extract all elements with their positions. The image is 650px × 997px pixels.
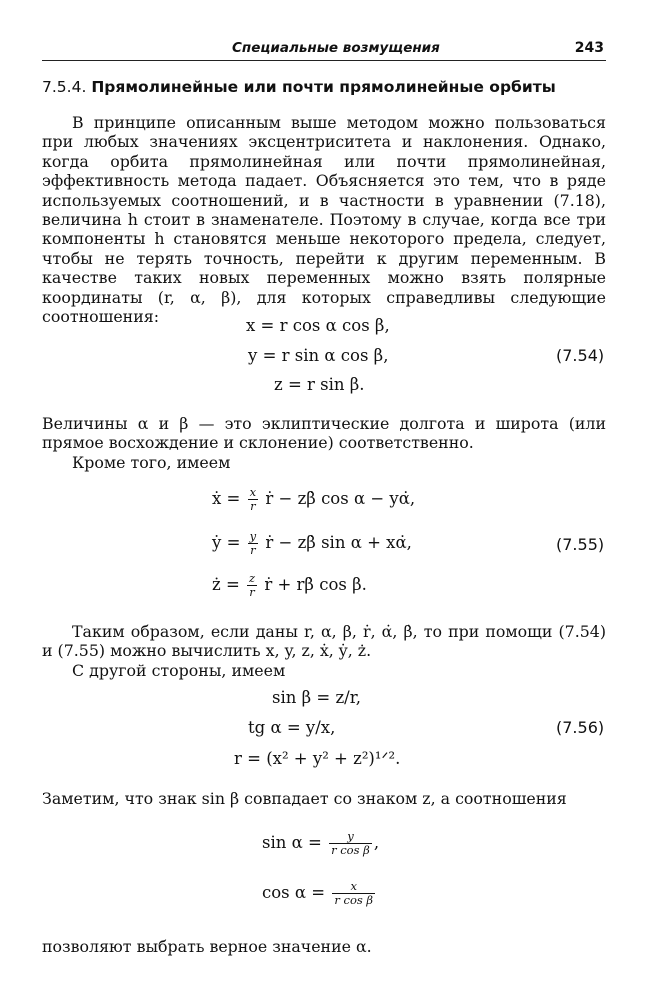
equation-7-56-line-2: tg α = y/x, <box>248 718 336 737</box>
section-title: Прямолинейные или почти прямолинейные орбиты <box>91 78 556 96</box>
equation-7-54-line-2: y = r sin α cos β, <box>248 346 389 365</box>
equation-7-55-line-1-lhs: ẋ = <box>212 489 241 508</box>
equation-7-55-line-1 <box>212 486 415 513</box>
equation-number-7-55: (7.55) <box>556 535 605 554</box>
running-header-title: Специальные возмущения <box>232 40 440 56</box>
equation-sin-alpha-tail: , <box>373 833 380 852</box>
fraction-denominator: r cos β <box>334 893 374 907</box>
equation-7-55-line-3-rest: ṙ + rβ̇ cos β. <box>264 575 367 594</box>
fraction-numerator: x <box>332 880 375 894</box>
page-number: 243 <box>574 40 604 56</box>
paragraph-4: Таким образом, если даны r, α, β, ṙ, α̇, β̇, то при помощи (7.54) и (7.55) можно вычислить x, y, z, ẋ, ẏ, ż. <box>42 622 606 661</box>
equation-7-55-line-2-lhs: ẏ = <box>212 533 241 552</box>
paragraph-2: Величины α и β — это эклиптические долгота и широта (или прямое восхождение и склонение) соответственно. <box>42 414 606 453</box>
fraction <box>329 830 372 857</box>
paragraph-3: Кроме того, имеем <box>72 453 231 472</box>
equation-sin-alpha-lhs: sin α = <box>262 833 322 852</box>
fraction-numerator: y <box>329 830 372 844</box>
equation-7-54-line-1: x = r cos α cos β, <box>246 316 390 335</box>
fraction <box>332 880 375 907</box>
equation-7-55-line-2 <box>212 530 412 557</box>
equation-7-56-line-1: sin β = z/r, <box>272 688 362 707</box>
paragraph-7: позволяют выбрать верное значение α. <box>42 937 372 956</box>
fraction-denominator: r <box>250 543 256 557</box>
fraction-numerator: x <box>249 485 257 499</box>
equation-sin-alpha <box>262 830 379 857</box>
equation-7-54-line-3: z = r sin β. <box>274 375 365 394</box>
equation-number-7-56: (7.56) <box>556 718 605 737</box>
equation-7-55-line-1-rest: ṙ − zβ̇ cos α − yα̇, <box>265 489 416 508</box>
fraction <box>248 530 259 557</box>
header-rule <box>42 60 606 61</box>
fraction-denominator: r <box>249 585 255 599</box>
equation-cos-alpha <box>262 880 377 907</box>
section-heading <box>42 78 556 96</box>
section-number: 7.5.4. <box>42 78 87 96</box>
paragraph-1: В принципе описанным выше методом можно пользоваться при любых значениях эксцентриситета и наклонения. Однако, когда орбита прямолинейная или почти прямолинейная, эффективность метода падает. Объясняется это тем, что в ряде используемых соотношений, и в частности в уравнении (7.18), величина h стоит в знаменателе. Поэтому в случае, когда все три компоненты h становятся меньше некоторого предела, следует, чтобы не терять точность, перейти к другим переменным. В качестве таких новых переменных можно взять полярные координаты (r, α, β), для которых справедливы следующие соотношения: <box>42 113 606 327</box>
fraction-denominator: r cos β <box>331 843 370 857</box>
fraction-numerator: z <box>249 571 256 585</box>
equation-7-55-line-3 <box>212 572 367 599</box>
equation-cos-alpha-lhs: cos α = <box>262 883 326 902</box>
running-header <box>42 38 606 60</box>
equation-7-55-line-2-rest: ṙ − zβ̇ sin α + xα̇, <box>265 533 412 552</box>
equation-7-56-line-3: r = (x² + y² + z²)¹ᐟ². <box>234 749 401 768</box>
equation-7-55-line-3-lhs: ż = <box>212 575 240 594</box>
fraction <box>248 486 259 513</box>
paragraph-6: Заметим, что знак sin β совпадает со знаком z, а соотношения <box>42 789 567 808</box>
fraction-numerator: y <box>249 529 257 543</box>
equation-number-7-54: (7.54) <box>556 346 605 365</box>
fraction <box>247 572 257 599</box>
paragraph-5: С другой стороны, имеем <box>72 661 286 680</box>
fraction-denominator: r <box>250 499 256 513</box>
